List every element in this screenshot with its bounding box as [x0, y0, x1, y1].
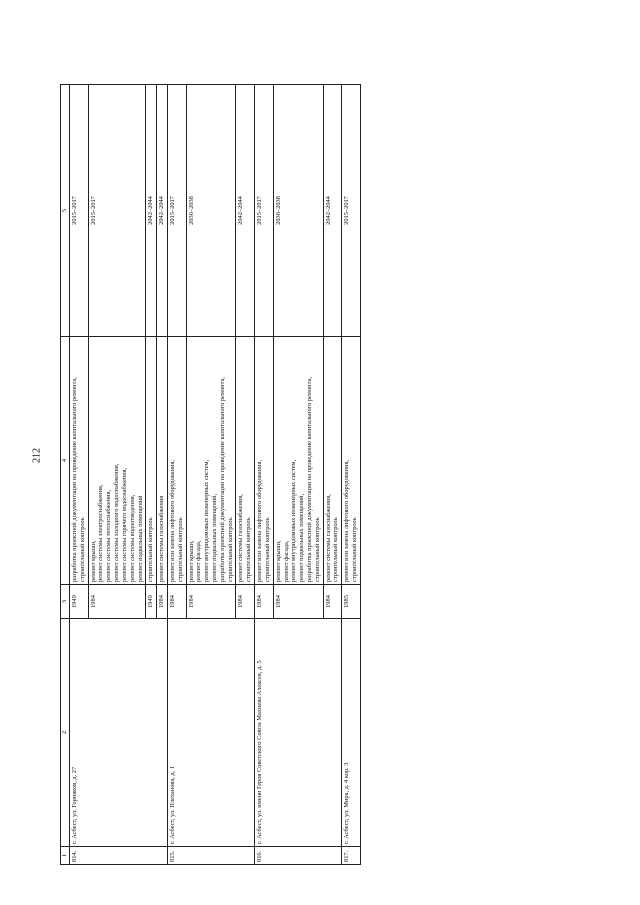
work-item: разработка проектной документации на проведение капитального ремонта,: [71, 377, 78, 582]
table-header: [61, 85, 70, 865]
address: г. Асбест, ул. Горняков, д. 27: [70, 619, 168, 847]
work-item: строительный контроль: [263, 517, 271, 582]
work-item: ремонт фасада,: [195, 540, 203, 582]
period: 2042–2044: [157, 85, 168, 337]
work-item: ремонт подвальных помещений,: [298, 493, 306, 582]
works-list: [273, 337, 323, 585]
table-row: [255, 85, 274, 865]
build-year: 1984: [186, 585, 236, 619]
work-item: ремонт системы холодного водоснабжения,: [113, 463, 121, 582]
works-list: [255, 337, 274, 585]
table-row: [70, 85, 89, 865]
works-list: [70, 337, 89, 585]
header-col-5: 5: [61, 85, 70, 337]
work-item: ремонт системы газоснабжения,: [237, 494, 245, 582]
period: 2015–2017: [70, 85, 89, 337]
works-list: [157, 337, 168, 585]
address: г. Асбест, ул. имени Героя Советского Союза Махнева Алексея, д. 5: [255, 619, 342, 847]
works-list: [186, 337, 236, 585]
work-item: строительный контроль: [78, 517, 86, 582]
work-item: строительный контроль: [176, 517, 184, 582]
work-item: строительный контроль: [351, 517, 358, 582]
work-item: ремонт крыши,: [187, 540, 195, 582]
works-list: [167, 337, 186, 585]
work-item: ремонт системы газоснабжения: [158, 495, 166, 582]
build-year: 1949: [146, 585, 157, 619]
work-item: строительный контроль: [313, 517, 321, 582]
work-item: строительный контроль: [245, 517, 253, 582]
build-year: 1985: [342, 585, 361, 619]
work-item: строительный контроль: [147, 517, 155, 582]
period: 2015–2017: [342, 85, 361, 337]
build-year: 1984: [157, 585, 168, 619]
build-year: 1984: [273, 585, 323, 619]
build-year: 1984: [167, 585, 186, 619]
row-number: 815.: [167, 847, 254, 865]
work-item: ремонт или замена лифтового оборудования,: [168, 459, 176, 582]
work-item: разработка проектной документации на проведение капитального ремонта,: [305, 377, 313, 582]
work-item: ремонт системы горячего водоснабжения,: [120, 467, 128, 582]
period: 2015–2017: [167, 85, 186, 337]
work-item: строительный контроль: [332, 517, 340, 582]
work-item: ремонт или замена лифтового оборудования,: [343, 459, 351, 582]
row-number: 816.: [255, 847, 342, 865]
work-item: ремонт системы газоснабжения,: [324, 494, 332, 582]
table-row: [167, 85, 186, 865]
work-item: ремонт подвальных помещений,: [211, 493, 218, 582]
repair-schedule-table: [60, 84, 361, 865]
build-year: 1984: [236, 585, 255, 619]
row-number: 814.: [70, 847, 168, 865]
rotated-table-wrapper: [60, 85, 565, 865]
work-item: ремонт внутридомовых инженерных систем,: [203, 459, 211, 582]
build-year: 1984: [255, 585, 274, 619]
period: 2042–2044: [146, 85, 157, 337]
works-list: [146, 337, 157, 585]
works-list: [88, 337, 146, 585]
work-item: ремонт внутридомовых инженерных систем,: [290, 459, 298, 582]
period: 2015–2017: [88, 85, 146, 337]
build-year: 1949: [70, 585, 89, 619]
address: г. Асбест, ул. Мира, д. 4 кор. 3: [342, 619, 361, 847]
header-col-1: 1: [61, 847, 70, 865]
work-item: разработка проектной документации на проведение капитального ремонта,: [218, 377, 226, 582]
build-year: 1984: [88, 585, 146, 619]
page-number: 212: [31, 448, 43, 463]
period: 2015–2017: [255, 85, 274, 337]
work-item: ремонт фасада,: [282, 540, 290, 582]
work-item: строительный контроль: [226, 517, 234, 582]
table-row: [342, 85, 361, 865]
build-year: 1984: [323, 585, 342, 619]
works-list: [323, 337, 342, 585]
work-item: ремонт подвальных помещений: [136, 495, 144, 582]
row-number: 817.: [342, 847, 361, 865]
works-list: [236, 337, 255, 585]
period: 2036–2038: [186, 85, 236, 337]
header-col-4: 4: [61, 337, 70, 585]
period: 2036–2038: [273, 85, 323, 337]
work-item: ремонт системы водоотведения,: [128, 494, 136, 582]
header-col-2: 2: [61, 619, 70, 847]
work-item: ремонт крыши,: [274, 540, 282, 582]
address: г. Асбест, ул. Плеханова, д. 1: [167, 619, 254, 847]
period: 2042–2044: [323, 85, 342, 337]
work-item: ремонт или замена лифтового оборудования,: [256, 459, 264, 582]
header-col-3: 3: [61, 585, 70, 619]
work-item: ремонт системы электроснабжения,: [97, 484, 105, 582]
works-list: [342, 337, 361, 585]
work-item: ремонт системы теплоснабжения,: [105, 489, 113, 582]
work-item: ремонт крыши,: [89, 540, 97, 582]
period: 2042–2044: [236, 85, 255, 337]
